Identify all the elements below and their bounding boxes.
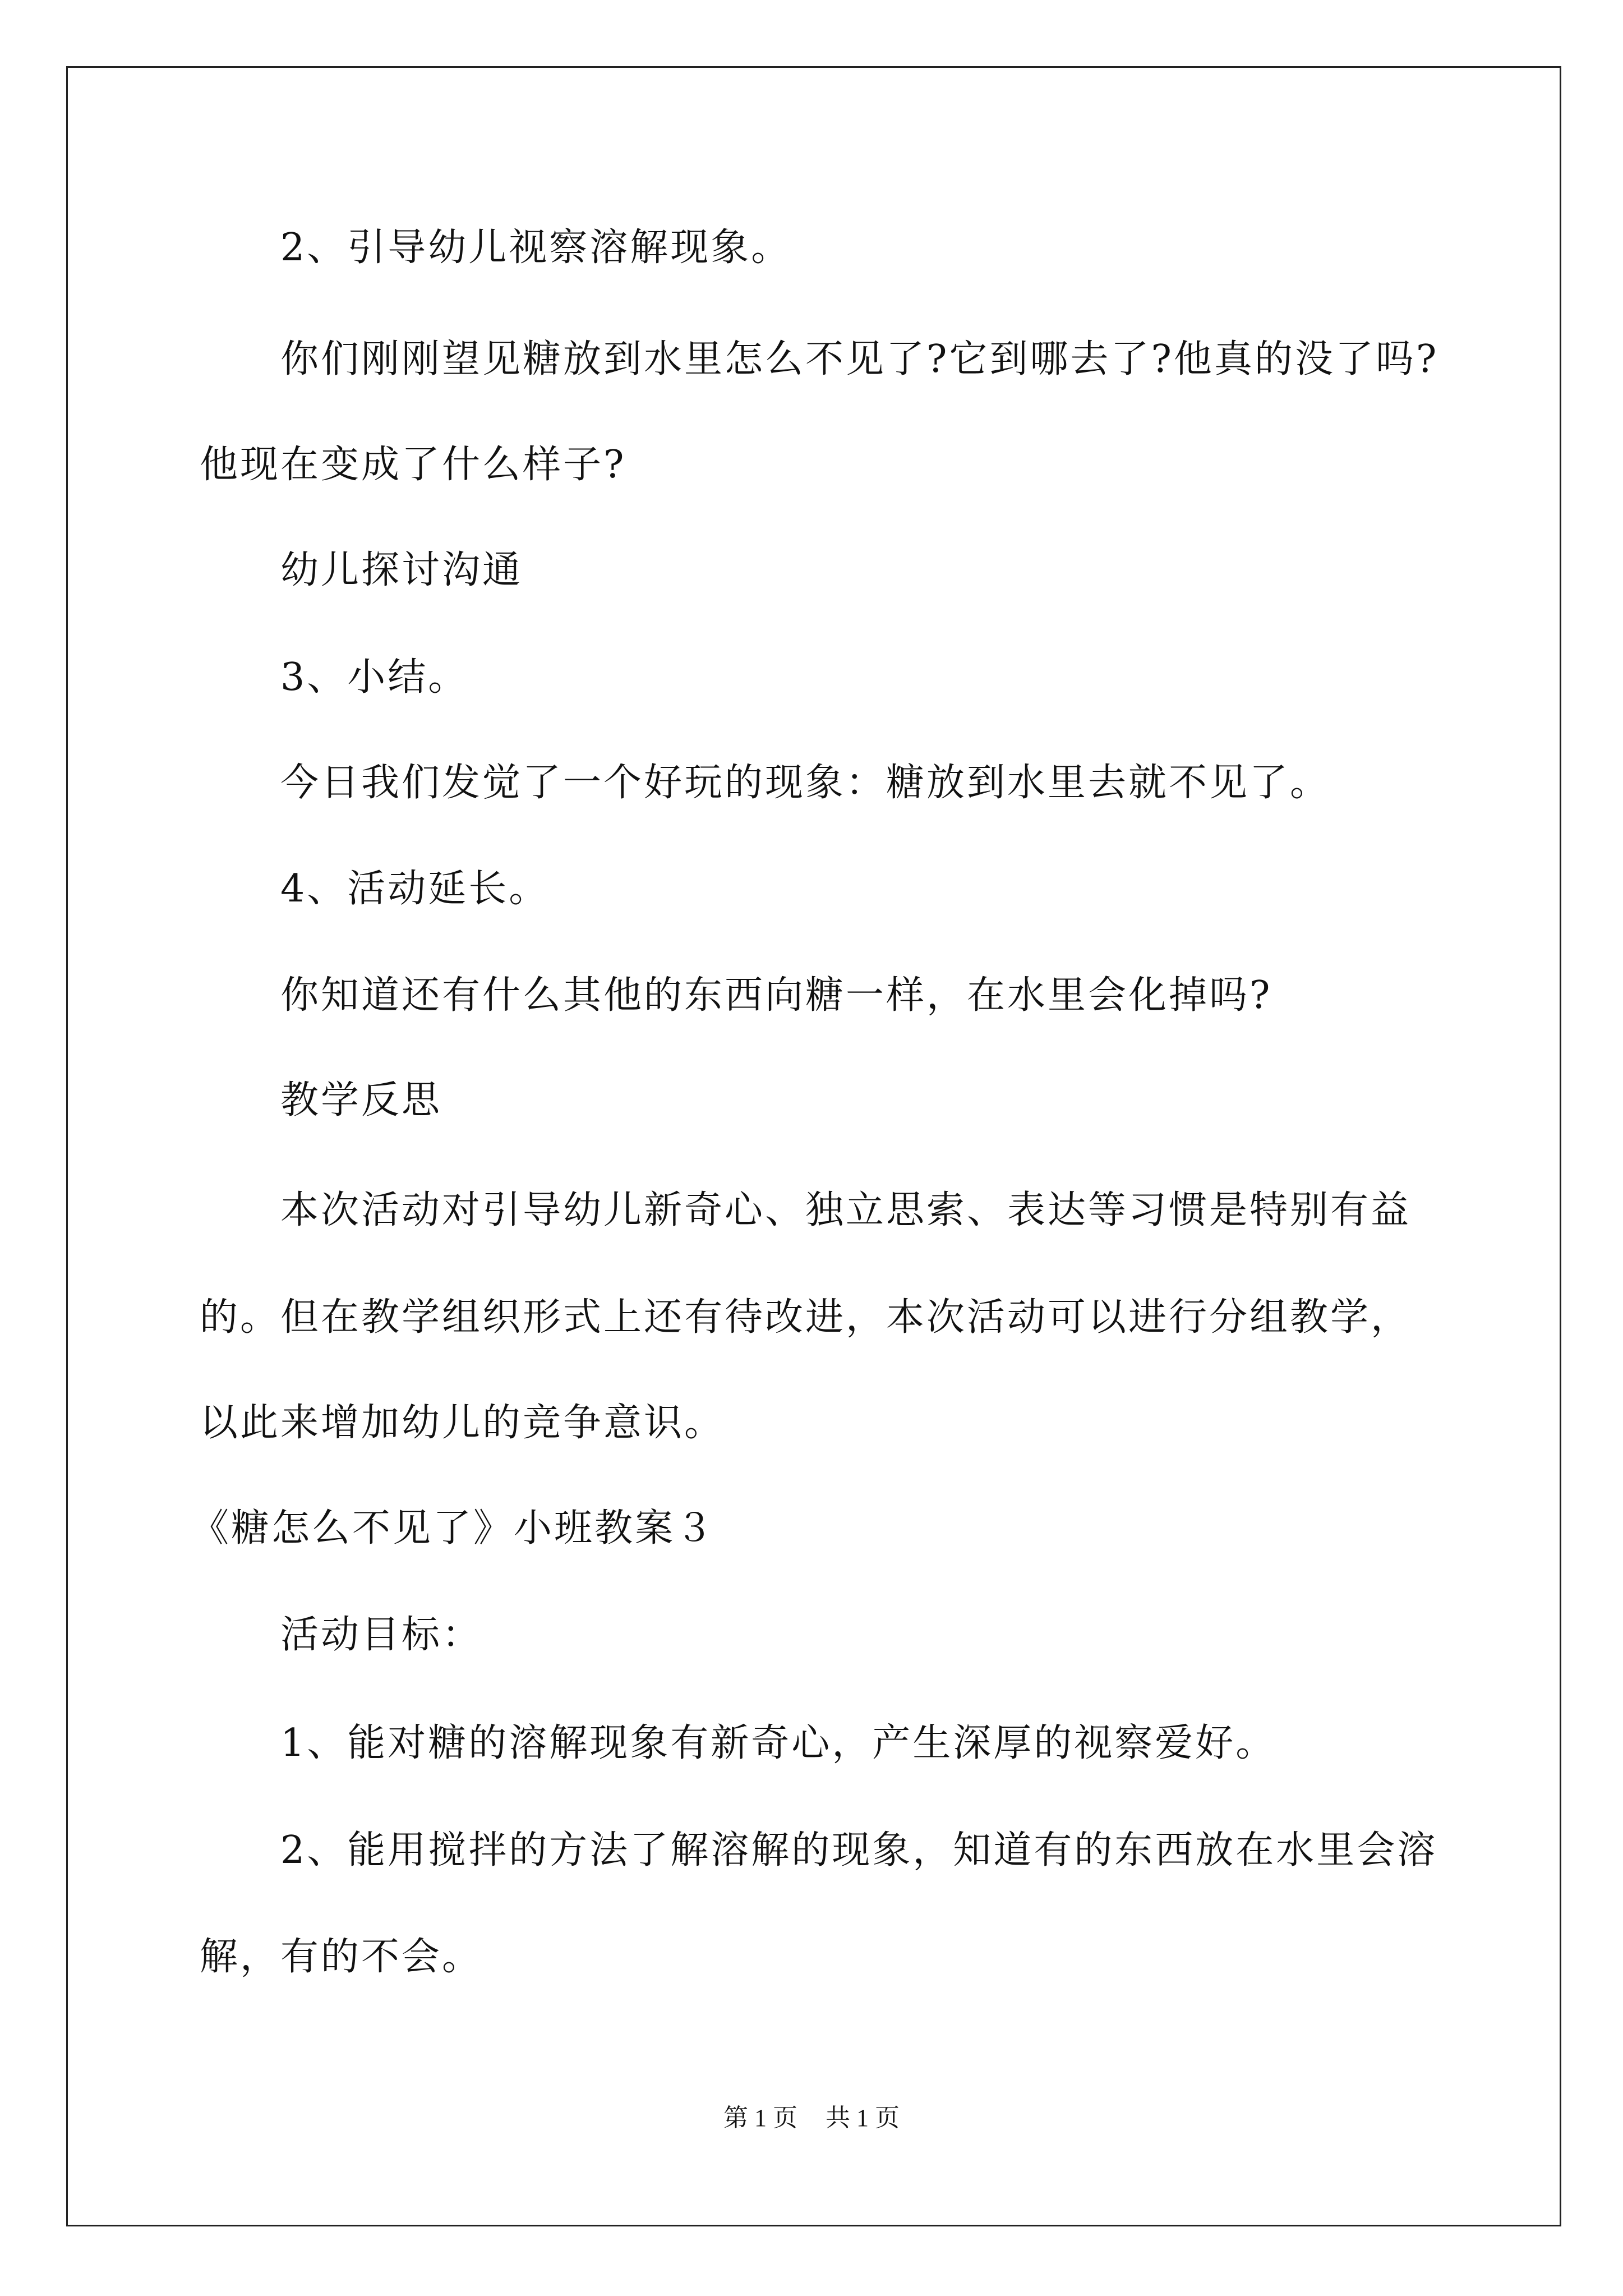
paragraph-line: 教学反思 bbox=[280, 1078, 442, 1122]
page-number: 第 1 页 bbox=[723, 2104, 797, 2132]
page-total: 共 1 页 bbox=[826, 2104, 900, 2132]
section-heading: 《糖怎么不见了》小班教案３ bbox=[191, 1506, 716, 1550]
paragraph-line: 今日我们发觉了一个好玩的现象：糖放到水里去就不见了。 bbox=[280, 761, 1331, 805]
paragraph-line: 本次活动对引导幼儿新奇心、独立思索、表达等习惯是特别有益 bbox=[280, 1188, 1412, 1232]
paragraph-line: 4、活动延长。 bbox=[280, 867, 550, 911]
paragraph-line: 的。但在教学组织形式上还有待改进，本次活动可以进行分组教学， bbox=[200, 1295, 1412, 1340]
paragraph-line: 你知道还有什么其他的东西向糖一样，在水里会化掉吗? bbox=[280, 973, 1272, 1018]
paragraph-line: 2、能用搅拌的方法了解溶解的现象，知道有的东西放在水里会溶 bbox=[280, 1828, 1438, 1872]
paragraph-line: 你们刚刚望见糖放到水里怎么不见了?它到哪去了?他真的没了吗? bbox=[280, 337, 1439, 381]
paragraph-line: 他现在变成了什么样子? bbox=[200, 443, 626, 487]
paragraph-line: 3、小结。 bbox=[280, 655, 469, 700]
page-border bbox=[66, 66, 1561, 2226]
paragraph-line: 幼儿探讨沟通 bbox=[280, 548, 523, 592]
page-footer bbox=[0, 2102, 1623, 2134]
paragraph-line: 2、引导幼儿视察溶解现象。 bbox=[280, 226, 792, 270]
paragraph-line: 解，有的不会。 bbox=[200, 1935, 483, 1979]
paragraph-line: 以此来增加幼儿的竞争意识。 bbox=[200, 1401, 725, 1445]
paragraph-line: 活动目标： bbox=[280, 1613, 483, 1657]
paragraph-line: 1、能对糖的溶解现象有新奇心，产生深厚的视察爱好。 bbox=[280, 1721, 1276, 1765]
